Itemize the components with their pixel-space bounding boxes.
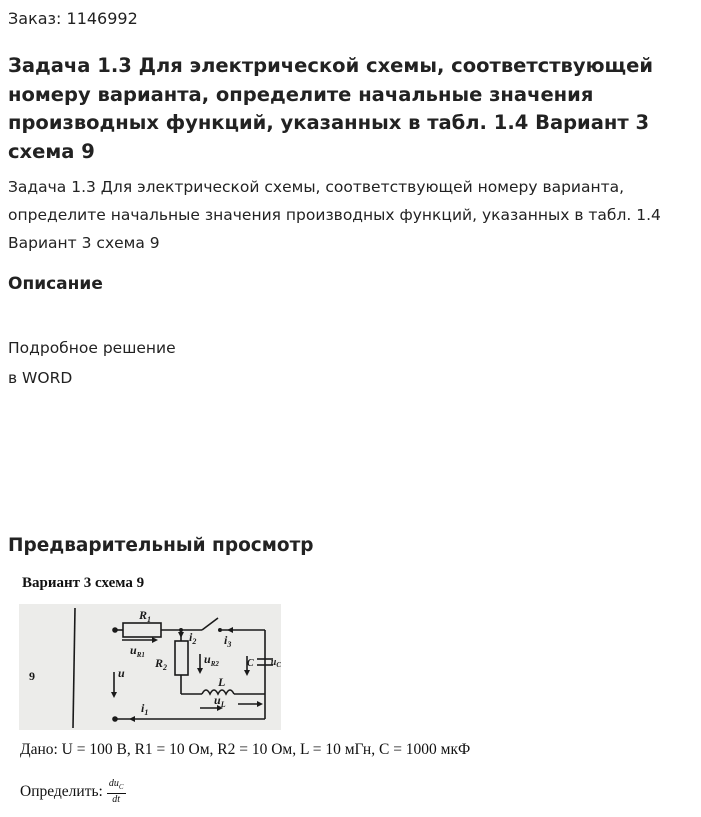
terminal [112, 627, 118, 633]
arrow-head [152, 637, 158, 643]
row-number: 9 [29, 669, 35, 683]
label-i3: $i_3$ [224, 633, 232, 649]
resistor-r2 [175, 641, 188, 675]
table-separator-line [73, 608, 75, 728]
fraction-denominator: dt [112, 794, 121, 805]
switch-contact [218, 628, 222, 632]
arrow-head [197, 668, 203, 674]
arrow-head [257, 701, 263, 707]
label-ur2: $u_{R2}$ [204, 652, 219, 668]
variant-label: Вариант 3 схема 9 [22, 575, 145, 591]
resistor-r1 [123, 623, 161, 637]
arrow-head [244, 670, 250, 676]
arrow-head [227, 627, 233, 633]
fraction-numerator: $du_C$ [107, 778, 126, 794]
order-number: Заказ: 1146992 [8, 9, 138, 28]
task-summary: Задача 1.3 Для электрической схемы, соответствующей номеру варианта, определите начальные значения производных функций, указанных в табл. 1.4 Вариант 3 схема 9 [8, 178, 661, 252]
circuit-scheme-image [19, 604, 281, 730]
determine-label: Определить: [20, 782, 103, 800]
terminal [112, 716, 118, 722]
label-r2: $R_2$ [155, 656, 168, 672]
preview-heading: Предварительный просмотр [8, 535, 314, 556]
description-heading: Описание [8, 274, 103, 294]
arrow-head [129, 716, 135, 722]
circuit-diagram [19, 604, 281, 730]
label-uc: $u_C$ [270, 657, 281, 669]
label-l: L [218, 675, 226, 689]
derivative-fraction [107, 778, 126, 805]
given-values: Дано: U = 100 В, R1 = 10 Ом, R2 = 10 Ом, L = 10 мГн, C = 1000 мкФ [20, 741, 471, 758]
label-c: C [247, 658, 254, 669]
page-title: Задача 1.3 Для электрической схемы, соответствующей номеру варианта, определите начальные значения производных функций, указанных в табл. 1.4 Вариант 3 схема 9 [8, 54, 653, 163]
label-u: u [118, 666, 125, 680]
node [179, 628, 183, 632]
determine-line [20, 778, 126, 805]
arrow-head [111, 692, 117, 698]
label-ul: $u_L$ [214, 693, 226, 709]
label-i2: $i_2$ [189, 630, 197, 646]
arrow-head [178, 632, 184, 638]
label-ur1: $u_{R1}$ [130, 643, 145, 659]
switch [202, 618, 218, 630]
description-line: Подробное решение [8, 339, 176, 357]
description-line: в WORD [8, 369, 73, 387]
label-r1: $R_1$ [139, 608, 152, 624]
label-i1: $i_1$ [141, 701, 149, 717]
